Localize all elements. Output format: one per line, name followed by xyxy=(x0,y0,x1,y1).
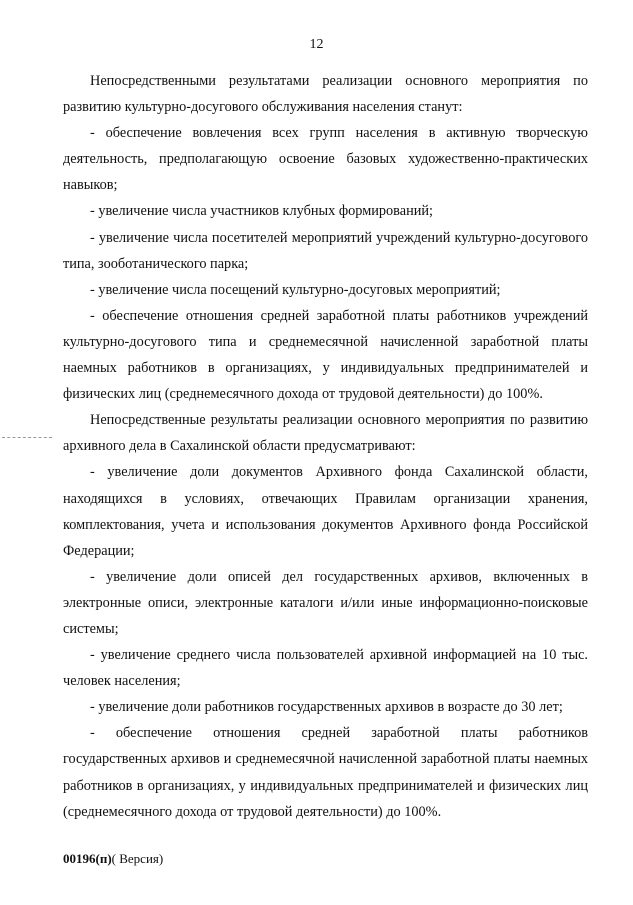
paragraph-archive-inventories-share: - увеличение доли описей дел государственных архивов, включенных в электронные описи, электронные каталоги и/или иные информационно-поисковые системы; xyxy=(63,568,588,637)
scan-artifact-mark xyxy=(2,437,52,439)
paragraph-archive-young-staff: - увеличение доли работников государственных архивов в возрасте до 30 лет; xyxy=(90,699,563,716)
paragraph-culture-involvement: - обеспечение вовлечения всех групп населения в активную творческую деятельность, предполагающую освоение базовых художественно-практических навыков; xyxy=(63,125,588,194)
document-version: ( Версия) xyxy=(111,851,164,866)
document-footer xyxy=(63,851,163,867)
page-number: 12 xyxy=(309,37,324,52)
paragraph-archive-salary-ratio: - обеспечение отношения средней заработной платы работников государственных архивов и среднемесячной начисленной заработной платы наемных работников в организациях, у индивидуальных предпринимателей и физических лиц (среднемесячного дохода от трудовой деятельности) до 100%. xyxy=(63,725,588,820)
paragraph-club-participants: - увеличение числа участников клубных формирований; xyxy=(90,203,434,220)
paragraph-archive-users: - увеличение среднего числа пользователей архивной информацией на 10 тыс. человек населения; xyxy=(63,647,588,690)
paragraph-archive-documents-share: - увеличение доли документов Архивного фонда Сахалинской области, находящихся в условиях, отвечающих Правилам организации хранения, комплектования, учета и использования документов Архивного фонда Российской Федерации; xyxy=(63,464,588,559)
paragraph-event-visits: - увеличение числа посещений культурно-досуговых мероприятий; xyxy=(90,281,501,298)
paragraph-culture-salary-ratio: - обеспечение отношения средней заработной платы работников учреждений культурно-досугового типа и среднемесячной начисленной заработной платы наемных работников в организациях, у индивидуальных предпринимателей и физических лиц (среднемесячного дохода от трудовой деятельности) до 100%. xyxy=(63,307,588,403)
document-body xyxy=(63,68,588,825)
paragraph-archive-results-intro: Непосредственные результаты реализации основного мероприятия по развитию архивного дела в Сахалинской области предусматривают: xyxy=(63,412,588,455)
paragraph-event-visitors: - увеличение числа посетителей мероприятий учреждений культурно-досугового типа, зооботанического парка; xyxy=(63,229,588,272)
document-code: 00196(п) xyxy=(63,851,112,866)
paragraph-culture-results-intro: Непосредственными результатами реализации основного мероприятия по развитию культурно-досугового обслуживания населения станут: xyxy=(63,73,588,116)
